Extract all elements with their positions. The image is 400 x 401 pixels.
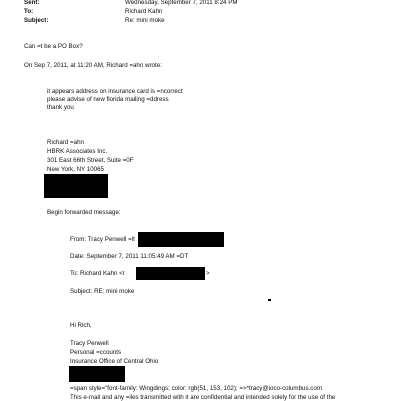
signature-line: New York, NY 10065	[47, 166, 104, 173]
disclaimer-line: This e-mail and any =iles transmitted with it are confidential and intended solely for the use of the	[70, 394, 336, 401]
forwarded-subject: Subject: RE: mini moke	[70, 288, 135, 295]
redaction-block	[44, 174, 108, 198]
subject-label: Subject:	[24, 17, 49, 24]
quoted-line: thank you	[47, 104, 74, 111]
quote-intro: On Sep 7, 2011, at 11:20 AM, Richard =ahn wrote:	[24, 62, 162, 69]
span-style-line: =span style="font-family: Wingdings; color: rgb(51, 153, 102); =>*tracy@ioco-columbus.com	[70, 385, 322, 392]
forwarded-from: From: Tracy Penwell =lt	[70, 236, 135, 243]
question-text: Can =t be a PO Box?	[24, 43, 83, 50]
quoted-line: please advise of new florida mailing =ddress	[47, 96, 169, 103]
redaction-block	[136, 267, 205, 280]
forwarded-to-suffix: >	[206, 270, 210, 277]
sent-label: Sent:	[24, 0, 40, 6]
redaction-block	[69, 366, 125, 382]
forwarded-label: Begin forwarded message:	[47, 209, 121, 216]
signature-line: 301 East 66th Street, Suite =0F	[47, 157, 134, 164]
sent-value: Wednesday, September 7, 2011 8:24 PM	[125, 0, 238, 6]
signature-line: HBRK Associates Inc.	[47, 148, 108, 155]
forwarded-to: To: Richard Kahn <r	[70, 270, 125, 277]
sign-line: Insurance Office of Central Ohio	[70, 358, 159, 365]
sign-line: Personal =ccounts	[70, 349, 122, 356]
to-label: To:	[24, 8, 34, 15]
to-value: Richard Kahn	[125, 8, 163, 15]
forwarded-date: Date: September 7, 2011 11:05:49 AM =DT	[70, 253, 189, 260]
signature-line: Richard =ahn	[47, 139, 84, 146]
redaction-block	[138, 232, 224, 247]
sign-line: Tracy Penwell	[70, 340, 109, 347]
greeting: Hi Rich,	[70, 322, 92, 329]
quoted-line: it appears address on insurance card is =ncorrect	[47, 88, 183, 95]
subject-value: Re: mini moke	[125, 17, 165, 24]
stray-mark	[268, 299, 271, 301]
